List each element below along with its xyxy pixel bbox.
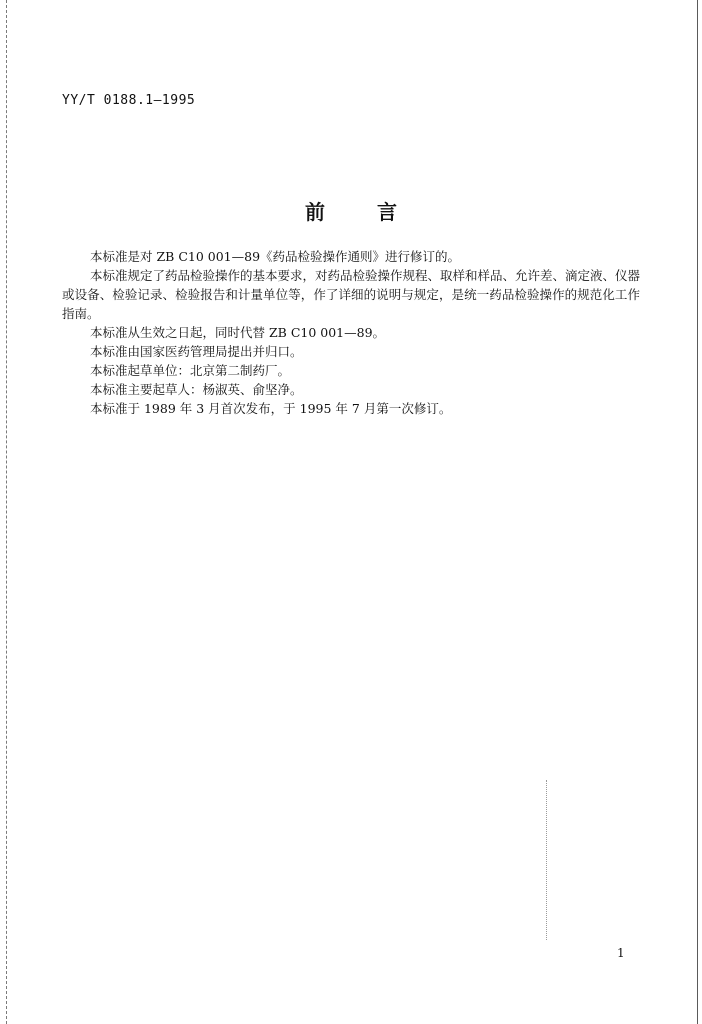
paragraph-effective: 本标准从生效之日起，同时代替 ZB C10 001—89。 bbox=[90, 325, 386, 340]
paragraph-history: 本标准于 1989 年 3 月首次发布，于 1995 年 7 月第一次修订。 bbox=[90, 401, 452, 416]
paragraph-drafters: 本标准主要起草人：杨淑英、俞坚净。 bbox=[90, 382, 303, 397]
page-title: 前言 bbox=[305, 200, 449, 224]
scan-edge-right bbox=[697, 0, 698, 1024]
scan-artifact-line bbox=[546, 780, 547, 940]
paragraph-proposer: 本标准由国家医药管理局提出并归口。 bbox=[90, 344, 303, 359]
page-number: 1 bbox=[617, 946, 625, 960]
paragraph-drafting-unit: 本标准起草单位：北京第二制药厂。 bbox=[90, 363, 291, 378]
scan-edge-left bbox=[6, 0, 7, 1024]
paragraph-scope: 本标准规定了药品检验操作的基本要求，对药品检验操作规程、取样和样品、允许差、滴定液、仪器或设备、检验记录、检验报告和计量单位等，作了详细的说明与规定，是统一药品检验操作的规范化工作指南。 bbox=[62, 268, 641, 321]
preface-body bbox=[62, 247, 640, 418]
paragraph-revision: 本标准是对 ZB C10 001—89《药品检验操作通则》进行修订的。 bbox=[90, 249, 461, 264]
standard-code: YY/T 0188.1—1995 bbox=[62, 93, 196, 108]
